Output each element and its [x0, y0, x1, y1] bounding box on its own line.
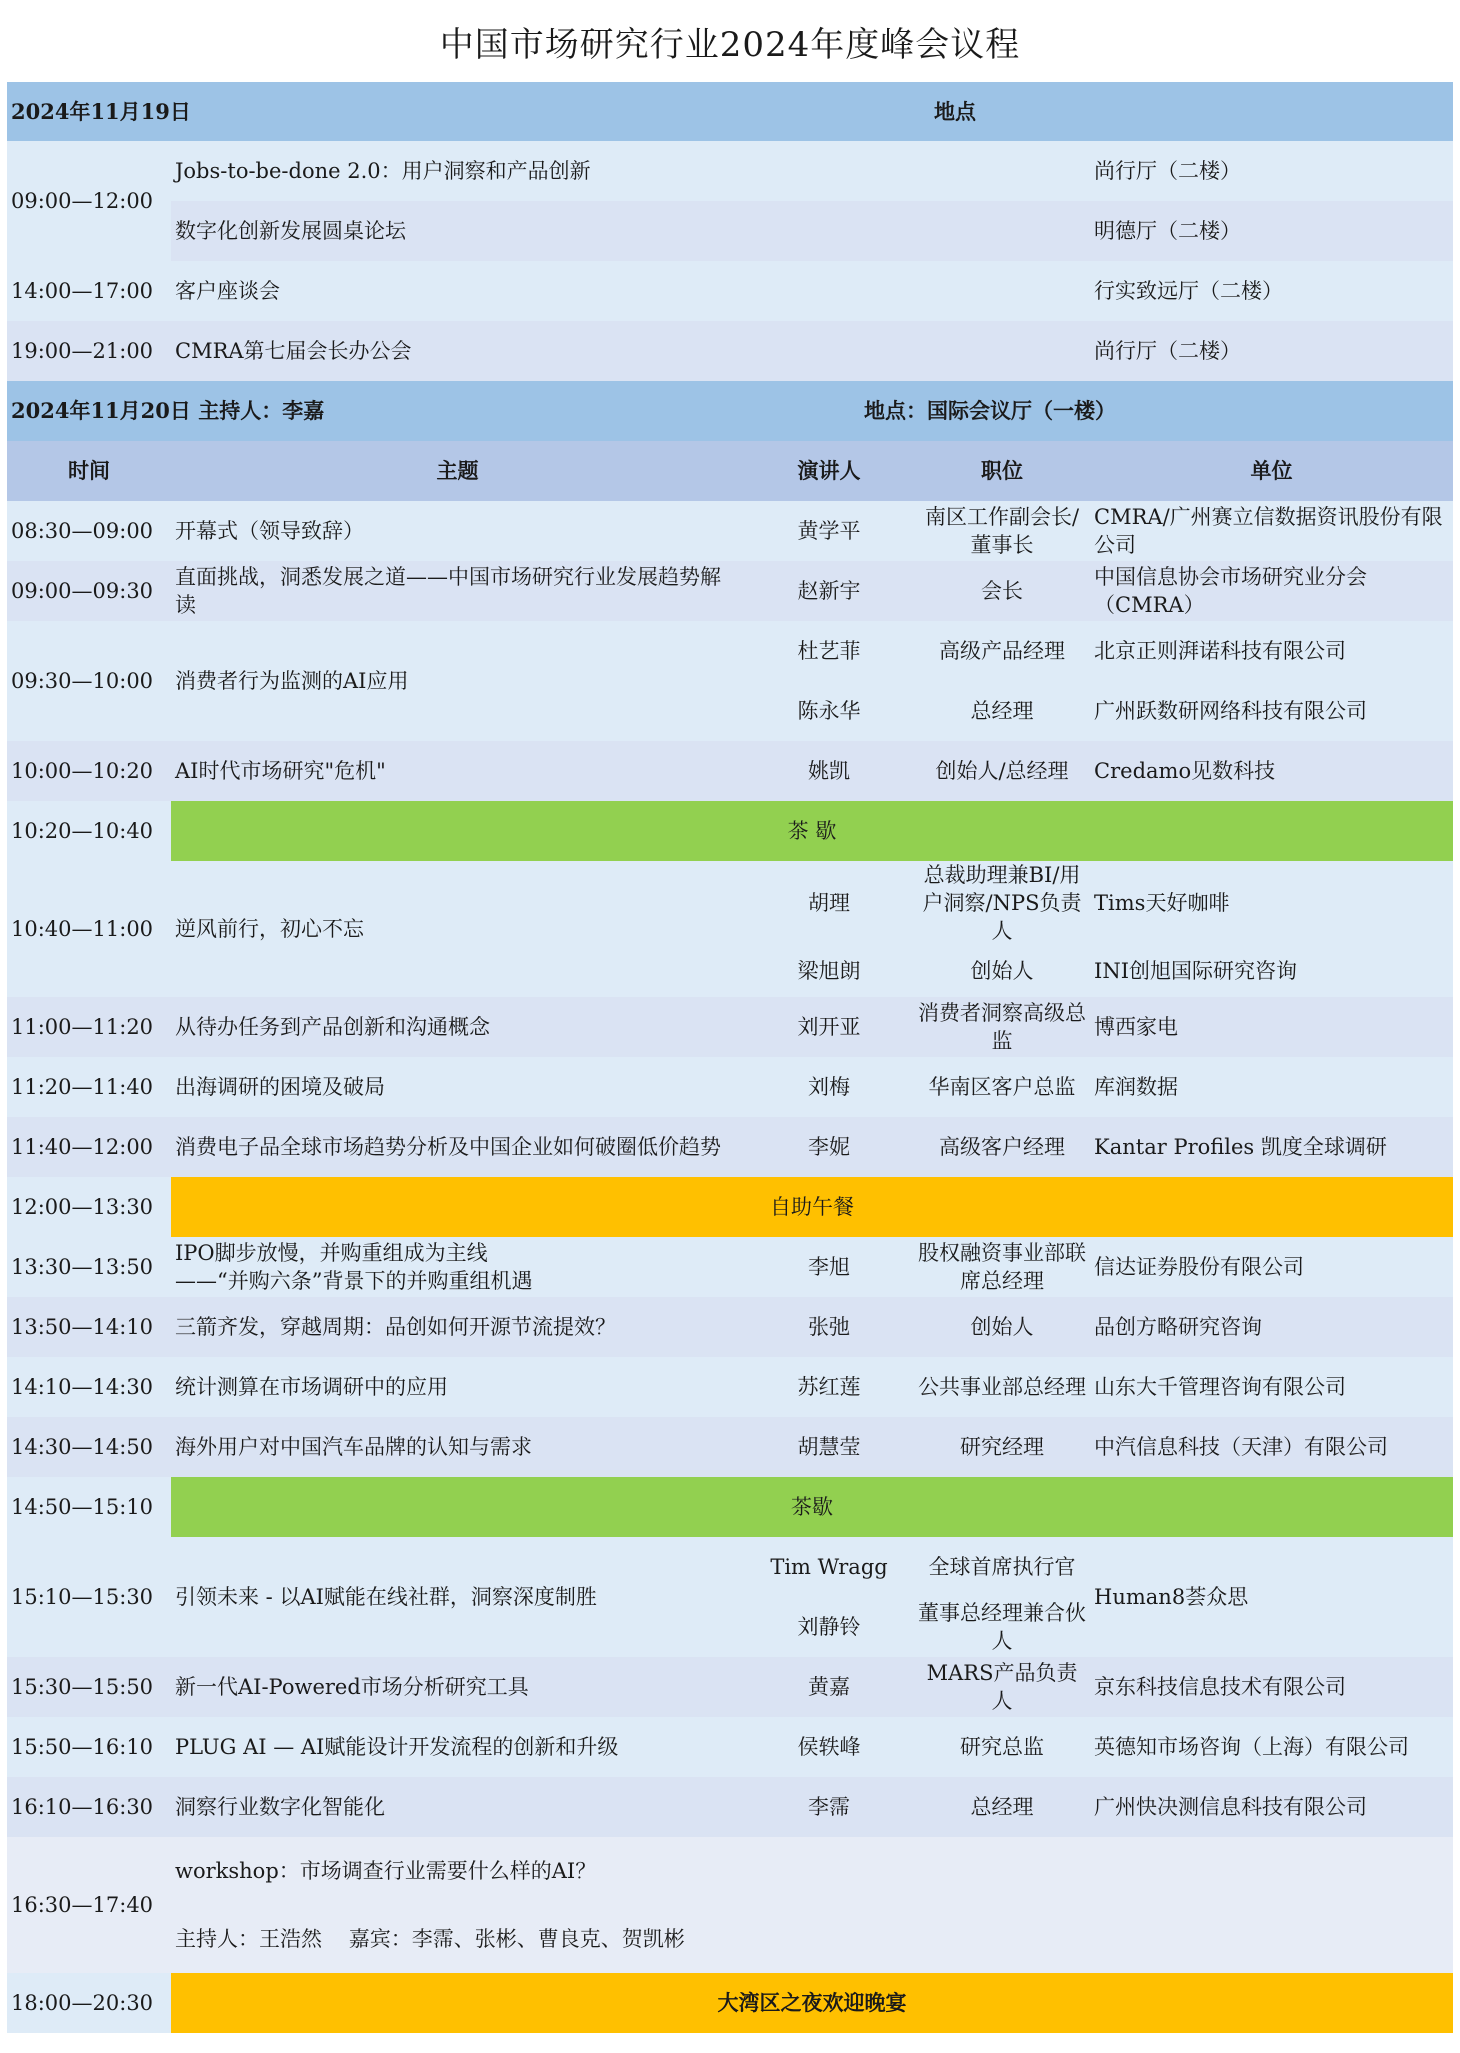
speaker-cell: 胡理 — [808, 891, 851, 915]
time-cell: 16:30—17:40 — [7, 1837, 171, 1973]
topic-cell: Jobs-to-be-done 2.0：用户洞察和产品创新 — [175, 159, 591, 183]
org-cell: 北京正则湃诺科技有限公司 — [1094, 639, 1347, 663]
topic-cell: 新一代AI-Powered市场分析研究工具 — [175, 1675, 529, 1699]
org-cell: 中汽信息科技（天津）有限公司 — [1094, 1435, 1389, 1459]
topic-cell: 开幕式（领导致辞） — [175, 519, 364, 543]
time-cell: 19:00—21:00 — [11, 339, 154, 363]
table-row — [7, 861, 1453, 945]
table-row — [7, 1537, 1453, 1597]
time-cell: 08:30—09:00 — [11, 519, 154, 543]
org-cell: 信达证券股份有限公司 — [1094, 1255, 1305, 1279]
topic-cell: CMRA第七届会长办公会 — [175, 339, 412, 363]
position-cell: 总经理 — [970, 1795, 1034, 1819]
speaker-cell: 李霈 — [808, 1795, 851, 1819]
time-cell: 11:00—11:20 — [11, 1015, 154, 1039]
page-title: 中国市场研究行业2024年度峰会议程 — [439, 24, 1021, 65]
day2-location: 地点：国际会议厅（一楼） — [914, 381, 1453, 441]
org-cell: 中国信息协会市场研究业分会（CMRA） — [1094, 565, 1368, 617]
col-speaker: 演讲人 — [744, 441, 914, 501]
table-row — [7, 741, 1453, 801]
tea-break: 茶 歇 — [171, 801, 1453, 861]
table-row — [7, 1237, 1453, 1297]
speaker-cell: 苏红莲 — [797, 1375, 861, 1399]
speaker-cell: 刘梅 — [808, 1075, 851, 1099]
time-cell: 15:30—15:50 — [11, 1675, 154, 1699]
time-cell: 13:30—13:50 — [11, 1255, 154, 1279]
col-position: 职位 — [914, 441, 1090, 501]
time-cell: 09:00—09:30 — [11, 579, 154, 603]
time-cell: 09:30—10:00 — [7, 621, 171, 741]
position-cell: MARS产品负责人 — [926, 1661, 1078, 1713]
speaker-cell: 李旭 — [808, 1255, 851, 1279]
time-cell: 11:40—12:00 — [11, 1135, 154, 1159]
topic-cell: 从待办任务到产品创新和沟通概念 — [175, 1015, 490, 1039]
break-row — [7, 801, 1453, 861]
day2-date-host: 2024年11月20日 主持人：李嘉 — [7, 381, 914, 441]
time-cell: 11:20—11:40 — [11, 1075, 154, 1099]
table-row — [7, 1057, 1453, 1117]
position-cell: 研究经理 — [960, 1435, 1045, 1459]
speaker-cell: 胡慧莹 — [797, 1435, 861, 1459]
col-topic: 主题 — [171, 441, 744, 501]
org-cell: 京东科技信息技术有限公司 — [1094, 1675, 1347, 1699]
org-cell: 品创方略研究咨询 — [1094, 1315, 1263, 1339]
topic-cell: 消费电子品全球市场趋势分析及中国企业如何破圈低价趋势 — [175, 1135, 721, 1159]
topic-cell: PLUG AI — AI赋能设计开发流程的创新和升级 — [175, 1735, 619, 1759]
lunch-break: 自助午餐 — [171, 1177, 1453, 1237]
workshop-hosts-row — [7, 1905, 1453, 1973]
table-row — [7, 1297, 1453, 1357]
org-cell: Credamo见数科技 — [1094, 759, 1276, 783]
location-cell: 尚行厅（二楼） — [1094, 339, 1242, 363]
day1-location-label: 地点 — [914, 82, 1453, 141]
table-row — [7, 1777, 1453, 1837]
col-org: 单位 — [1090, 441, 1453, 501]
break-row — [7, 1477, 1453, 1537]
agenda-table — [7, 82, 1453, 2033]
time-cell: 13:50—14:10 — [11, 1315, 154, 1339]
time-cell: 12:00—13:30 — [7, 1177, 171, 1237]
break-row — [7, 1177, 1453, 1237]
time-cell: 16:10—16:30 — [11, 1795, 154, 1819]
speaker-cell: 杜艺菲 — [797, 639, 861, 663]
org-cell: Human8荟众思 — [1090, 1537, 1453, 1657]
org-cell: 博西家电 — [1094, 1015, 1179, 1039]
table-row — [7, 261, 1453, 321]
time-cell: 15:10—15:30 — [7, 1537, 171, 1657]
time-cell: 10:00—10:20 — [11, 759, 154, 783]
topic-cell: 引领未来 - 以AI赋能在线社群，洞察深度制胜 — [171, 1537, 744, 1657]
speaker-cell: Tim Wragg — [770, 1555, 888, 1579]
org-cell: Tims天好咖啡 — [1094, 891, 1230, 915]
speaker-cell: 刘开亚 — [797, 1015, 861, 1039]
position-cell: 会长 — [981, 579, 1024, 603]
table-row — [7, 1357, 1453, 1417]
topic-line-1: IPO脚步放慢，并购重组成为主线 — [175, 1241, 488, 1265]
position-cell: 总经理 — [970, 699, 1034, 723]
topic-line-2: ——“并购六条”背景下的并购重组机遇 — [175, 1269, 533, 1293]
org-cell: 库润数据 — [1094, 1075, 1179, 1099]
org-cell: 广州快决测信息科技有限公司 — [1094, 1795, 1368, 1819]
position-cell: 总裁助理兼BI/用户洞察/NPS负责人 — [922, 863, 1082, 943]
table-row — [7, 1717, 1453, 1777]
topic-cell: 三箭齐发，穿越周期：品创如何开源节流提效？ — [175, 1315, 616, 1339]
table-row — [7, 997, 1453, 1057]
org-cell: CMRA/广州赛立信数据资讯股份有限公司 — [1094, 505, 1443, 557]
topic-cell: 消费者行为监测的AI应用 — [171, 621, 744, 741]
workshop-row — [7, 1837, 1453, 1905]
time-cell: 09:00—12:00 — [7, 141, 171, 261]
col-time: 时间 — [7, 441, 171, 501]
org-cell: 山东大千管理咨询有限公司 — [1094, 1375, 1347, 1399]
position-cell: 南区工作副会长/董事长 — [924, 505, 1080, 557]
speaker-cell: 赵新宇 — [797, 579, 861, 603]
topic-cell: 出海调研的困境及破局 — [175, 1075, 385, 1099]
location-cell: 尚行厅（二楼） — [1094, 159, 1242, 183]
table-row — [7, 501, 1453, 561]
table-row — [7, 621, 1453, 681]
position-cell: 高级客户经理 — [939, 1135, 1066, 1159]
time-cell: 14:30—14:50 — [11, 1435, 154, 1459]
time-cell: 14:10—14:30 — [11, 1375, 154, 1399]
position-cell: 全球首席执行官 — [928, 1555, 1076, 1579]
speaker-cell: 陈永华 — [797, 699, 861, 723]
position-cell: 董事总经理兼合伙人 — [918, 1601, 1087, 1653]
topic-cell: AI时代市场研究"危机" — [175, 759, 386, 783]
day1-date: 2024年11月19日 — [7, 82, 914, 141]
topic-cell: 海外用户对中国汽车品牌的认知与需求 — [175, 1435, 532, 1459]
table-row — [7, 201, 1453, 261]
table-row — [7, 1117, 1453, 1177]
table-row — [7, 561, 1453, 621]
position-cell: 高级产品经理 — [939, 639, 1066, 663]
time-cell: 14:50—15:10 — [7, 1477, 171, 1537]
speaker-cell: 张弛 — [808, 1315, 851, 1339]
speaker-cell: 姚凯 — [808, 759, 851, 783]
topic-cell: 统计测算在市场调研中的应用 — [175, 1375, 448, 1399]
table-row — [7, 1417, 1453, 1477]
topic-cell — [171, 1237, 744, 1297]
position-cell: 研究总监 — [960, 1735, 1045, 1759]
time-cell: 18:00—20:30 — [7, 1973, 171, 2033]
org-cell: 英德知市场咨询（上海）有限公司 — [1094, 1735, 1410, 1759]
topic-cell: 洞察行业数字化智能化 — [175, 1795, 385, 1819]
break-row — [7, 1973, 1453, 2033]
table-row — [7, 321, 1453, 381]
org-cell: 广州跃数研网络科技有限公司 — [1094, 699, 1368, 723]
speaker-cell: 侯轶峰 — [797, 1735, 861, 1759]
table-row — [7, 141, 1453, 201]
time-cell: 15:50—16:10 — [11, 1735, 154, 1759]
org-cell: INI创旭国际研究咨询 — [1094, 959, 1297, 983]
speaker-cell: 黄学平 — [797, 519, 861, 543]
position-cell: 公共事业部总经理 — [918, 1375, 1087, 1399]
workshop-hosts: 主持人：王浩然 嘉宾：李霈、张彬、曹良克、贺凯彬 — [175, 1927, 685, 1951]
table-row — [7, 1657, 1453, 1717]
speaker-cell: 刘静铃 — [797, 1615, 861, 1639]
location-cell: 明德厅（二楼） — [1094, 219, 1242, 243]
tea-break: 茶歇 — [171, 1477, 1453, 1537]
position-cell: 华南区客户总监 — [928, 1075, 1076, 1099]
column-header-row — [7, 441, 1453, 501]
position-cell: 消费者洞察高级总监 — [918, 1001, 1087, 1053]
speaker-cell: 梁旭朗 — [797, 959, 861, 983]
speaker-cell: 李妮 — [808, 1135, 851, 1159]
position-cell: 股权融资事业部联席总经理 — [918, 1241, 1087, 1293]
speaker-cell: 黄嘉 — [808, 1675, 851, 1699]
time-cell: 14:00—17:00 — [11, 279, 154, 303]
position-cell: 创始人 — [970, 959, 1034, 983]
workshop-topic: workshop：市场调查行业需要什么样的AI？ — [175, 1859, 597, 1883]
topic-cell: 数字化创新发展圆桌论坛 — [175, 219, 406, 243]
location-cell: 行实致远厅（二楼） — [1094, 279, 1284, 303]
dinner-event: 大湾区之夜欢迎晚宴 — [171, 1973, 1453, 2033]
topic-cell: 逆风前行，初心不忘 — [171, 861, 744, 997]
position-cell: 创始人/总经理 — [935, 759, 1069, 783]
topic-cell: 客户座谈会 — [175, 279, 280, 303]
position-cell: 创始人 — [970, 1315, 1034, 1339]
day1-header-row — [7, 82, 1453, 141]
time-cell: 10:40—11:00 — [7, 861, 171, 997]
day2-header-row — [7, 381, 1453, 441]
topic-cell: 直面挑战，洞悉发展之道——中国市场研究行业发展趋势解读 — [175, 565, 721, 617]
time-cell: 10:20—10:40 — [7, 801, 171, 861]
org-cell: Kantar Profiles 凯度全球调研 — [1094, 1135, 1387, 1159]
